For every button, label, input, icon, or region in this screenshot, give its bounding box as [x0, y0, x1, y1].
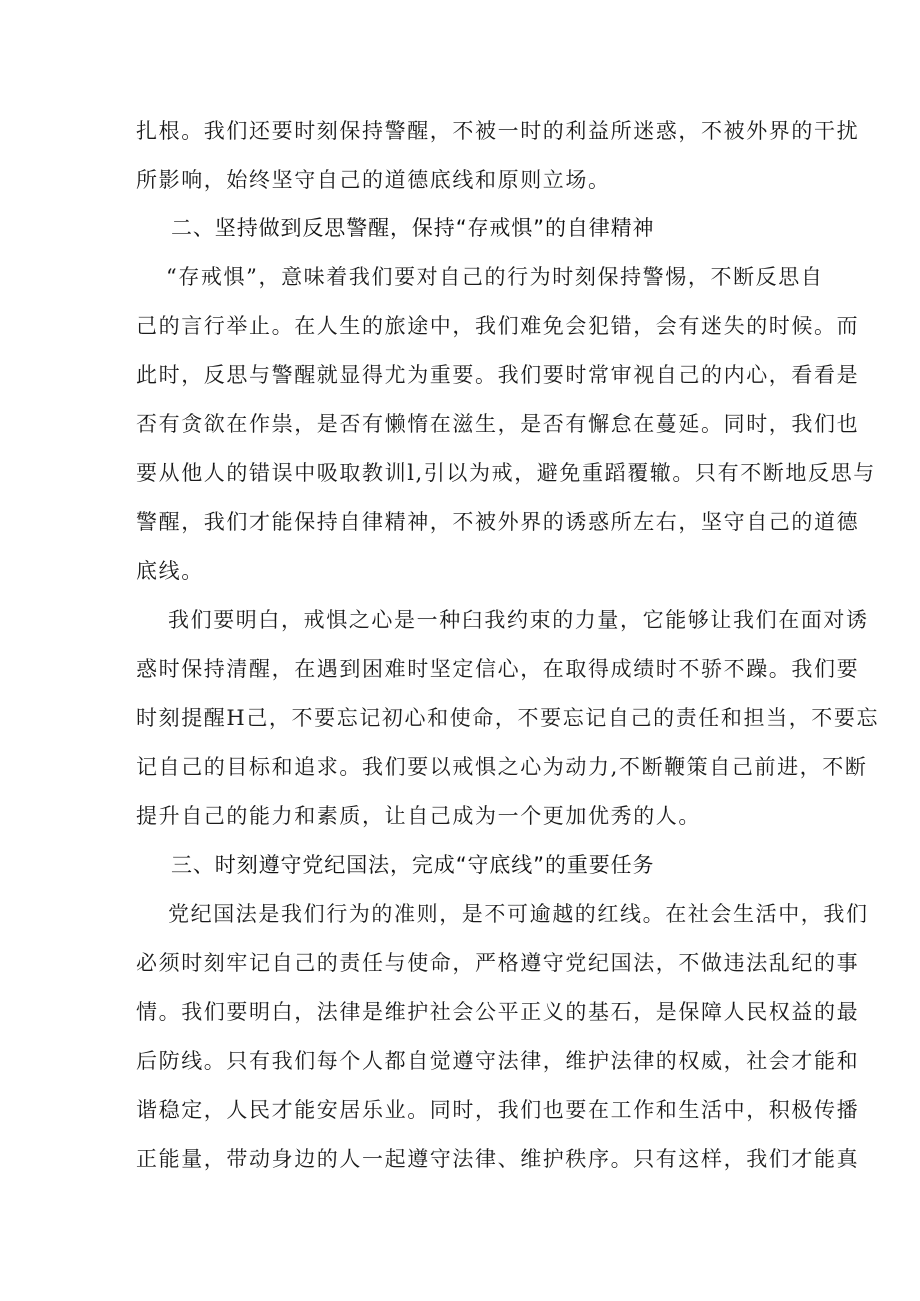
- body-text-line: “存戒惧”，意味着我们要对自己的行为时刻保持警惕，不断反思自: [166, 265, 824, 289]
- body-text-line: 己的言行举止。在人生的旅途中，我们难免会犯错，会有迷失的时候。而: [136, 314, 860, 338]
- body-text-line: 正能量，带动身边的人一起遵守法律、维护秩序。只有这样，我们才能真: [136, 1147, 860, 1171]
- body-text-line: 时刻提醒H己，不要忘记初心和使命，不要忘记自己的责任和担当，不要忘: [136, 706, 880, 730]
- body-text-line: 党纪国法是我们行为的准则，是不可逾越的红线。在社会生活中，我们: [168, 902, 869, 926]
- body-text-line: 要从他人的错误中吸取教训l,引以为戒，避免重蹈覆辙。只有不断地反思与: [136, 461, 876, 485]
- body-text-line: 底线。: [136, 559, 204, 583]
- body-text-line: 谐稳定，人民才能安居乐业。同时，我们也要在工作和生活中，积极传播: [136, 1098, 860, 1122]
- body-text-line: 警醒，我们才能保持自律精神，不被外界的诱惑所左右，坚守自己的道德: [136, 510, 860, 534]
- body-text-line: 情。我们要明白，法律是维护社会公平正义的基石，是保障人民权益的最: [136, 1000, 860, 1024]
- body-text-line: 记自己的目标和追求。我们要以戒惧之心为动力,不断鞭策自己前进，不断: [136, 755, 868, 779]
- body-text-line: 所影响，始终坚守自己的道德底线和原则立场。: [136, 168, 611, 192]
- section-heading-2: 二、坚持做到反思警醒，保持“存戒惧”的自律精神: [171, 216, 655, 240]
- body-text-line: 此时，反思与警醒就显得尤为重要。我们要时常审视自己的内心，看看是: [136, 363, 860, 387]
- body-text-line: 后防线。只有我们每个人都自觉遵守法律，维护法律的权威，社会才能和: [136, 1049, 860, 1073]
- body-text-line: 提升自己的能力和素质，让自己成为一个更加优秀的人。: [136, 804, 701, 828]
- body-text-line: 否有贪欲在作祟，是否有懒惰在滋生，是否有懈怠在蔓延。同时，我们也: [136, 412, 860, 436]
- body-text-line: 我们要明白，戒惧之心是一种臼我约束的力量，它能够让我们在面对诱: [168, 608, 869, 632]
- body-text-line: 必须时刻牢记自己的责任与使命，严格遵守党纪国法，不做违法乱纪的事: [136, 951, 860, 975]
- body-text-line: 惑时保持清醒，在遇到困难时坚定信心，在取得成绩时不骄不躁。我们要: [136, 657, 860, 681]
- body-text-line: 扎根。我们还要时刻保持警醒，不被一时的利益所迷惑，不被外界的干扰: [136, 119, 860, 143]
- section-heading-3: 三、时刻遵守党纪国法，完成“守底线”的重要任务: [171, 853, 655, 877]
